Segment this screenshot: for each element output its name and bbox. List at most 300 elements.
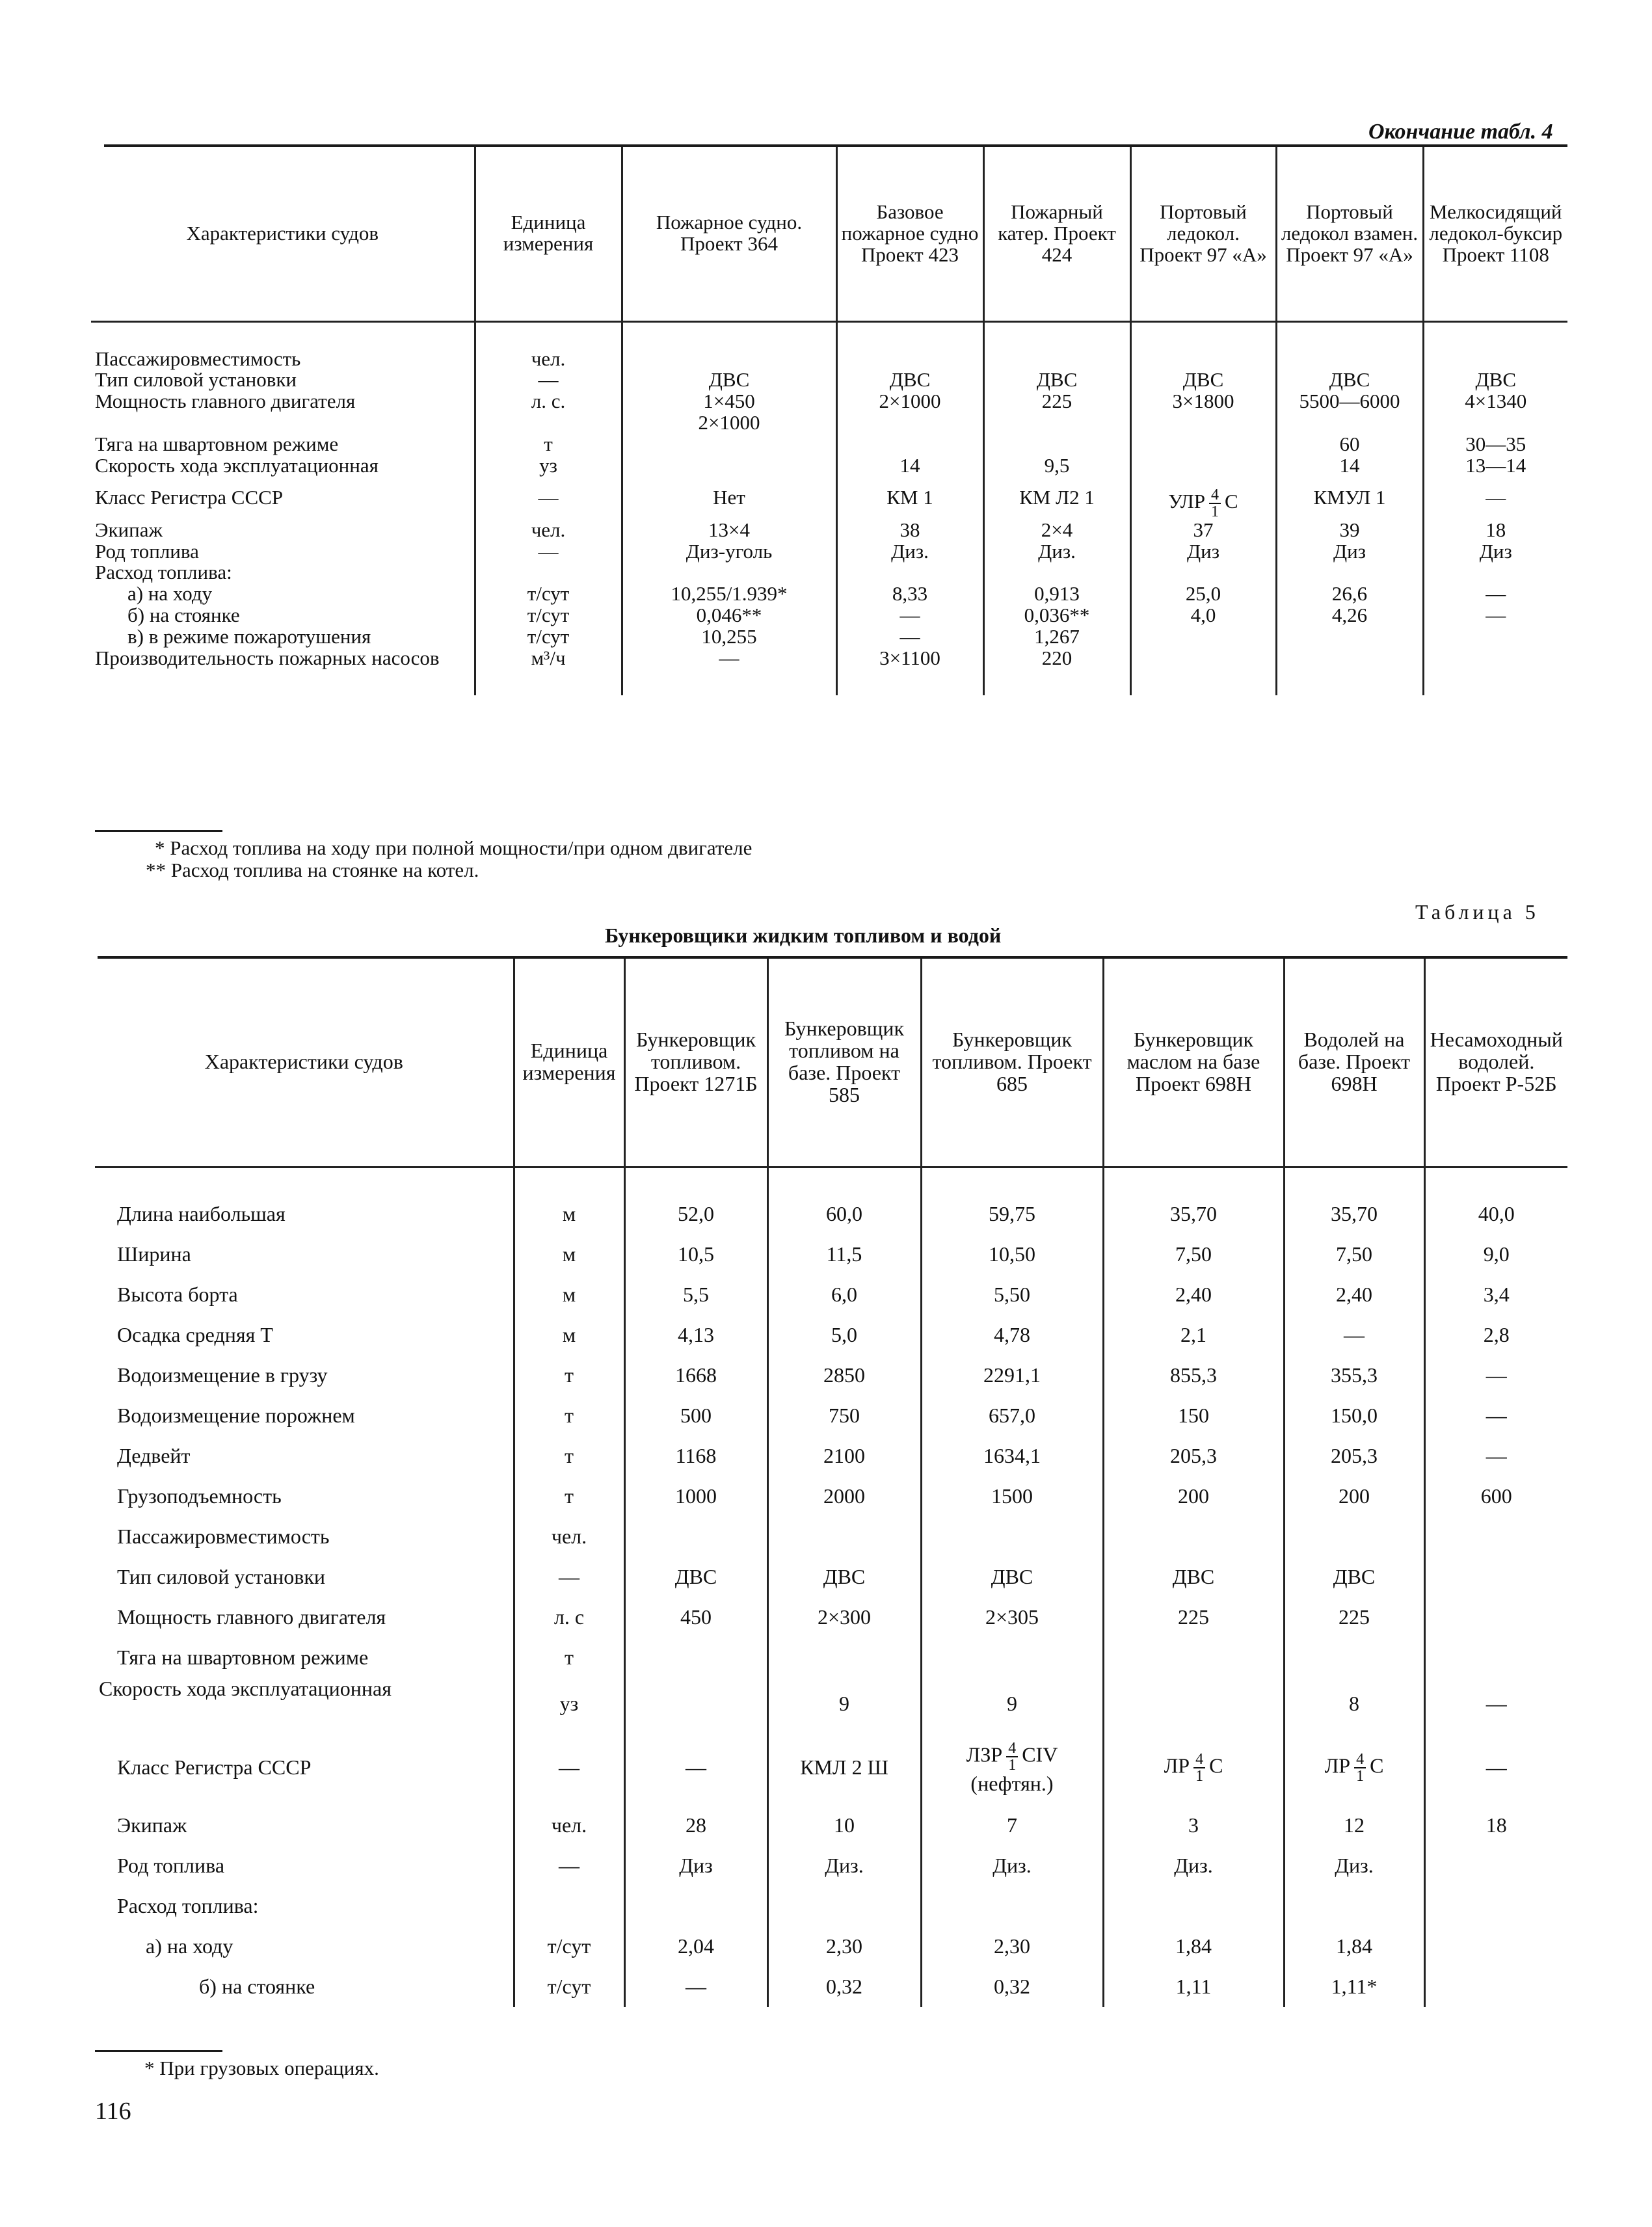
table-cell: ДВС: [624, 1557, 767, 1597]
table-cell: 6,0: [767, 1275, 921, 1315]
table-cell: 3×1100: [836, 648, 983, 669]
table-cell: 2×1000: [836, 391, 983, 434]
table-row: [91, 541, 1567, 563]
row-label: Расход топлива:: [95, 561, 232, 584]
table-row: [95, 1597, 1567, 1638]
table-cell: [1424, 1886, 1567, 1927]
table-cell: [1103, 1638, 1284, 1678]
row-unit: л. с: [514, 1597, 624, 1638]
table-cell: Диз.: [983, 541, 1130, 563]
row-label: а) на ходу: [146, 1934, 233, 1958]
row-label: Высота борта: [117, 1282, 238, 1306]
table-cell: —: [1424, 1396, 1567, 1436]
table-cell: [1130, 648, 1276, 669]
row-unit: уз: [475, 455, 622, 477]
table-cell: 7,50: [1284, 1234, 1424, 1275]
table-cell: 35,70: [1103, 1194, 1284, 1234]
row-label: Дедвейт: [117, 1443, 191, 1467]
table-cell: ДВС: [1423, 369, 1567, 391]
table-cell: 4,0: [1130, 605, 1276, 626]
class-698n-oil-fraction: [1193, 1752, 1205, 1784]
table-cell: 2,30: [921, 1927, 1103, 1967]
row-label: Тяга на швартовном режиме: [117, 1645, 369, 1669]
table-row: [95, 1806, 1567, 1846]
class-698n-water-suffix: С: [1370, 1753, 1384, 1777]
table-cell: [622, 455, 836, 477]
table-cell: 4×1340: [1423, 391, 1567, 434]
table-cell: Диз.: [1284, 1846, 1424, 1886]
table4-header-project-1108: Мелкосидящий ледокол-буксир Проект 1108: [1423, 147, 1567, 321]
table5-header-project-698n-water: Водолей на базе. Проект 698Н: [1284, 959, 1424, 1167]
class-685-suffix: СIV: [1022, 1742, 1058, 1766]
table-cell: [983, 562, 1130, 583]
row-unit: м: [514, 1315, 624, 1355]
table-row: [95, 1557, 1567, 1597]
table-cell: [1276, 669, 1423, 695]
table-cell: [1424, 1967, 1567, 2007]
table4-footnote-2: ** Расход топлива на стоянке на котел.: [146, 859, 479, 881]
table5-footnote: * При грузовых операциях.: [144, 2057, 379, 2079]
table-cell: КМЛ 2 Ш: [767, 1730, 921, 1806]
table-cell: 10: [767, 1806, 921, 1846]
table-cell: —: [1423, 583, 1567, 605]
table-cell: 2×4: [983, 520, 1130, 541]
row-unit: [475, 562, 622, 583]
class-685-fraction: [1006, 1740, 1018, 1773]
table-cell: ДВС: [983, 369, 1130, 391]
row-label: б) на стоянке: [199, 1974, 315, 1998]
table-cell: 1,84: [1103, 1927, 1284, 1967]
row-unit: —: [514, 1730, 624, 1806]
row-unit: т: [514, 1638, 624, 1678]
table-cell: 2000: [767, 1476, 921, 1517]
row-unit: т: [514, 1476, 624, 1517]
table-cell: [1423, 669, 1567, 695]
table-cell: [1284, 1638, 1424, 1678]
table-cell: [1424, 1557, 1567, 1597]
table5-header-rule: [95, 1167, 1567, 1194]
row-label: Класс Регистра СССР: [117, 1755, 312, 1779]
class-698n-water-numerator: 4: [1354, 1752, 1366, 1768]
table-cell: 1000: [624, 1476, 767, 1517]
row-unit: т: [514, 1396, 624, 1436]
table-cell: 8,33: [836, 583, 983, 605]
table-cell: [836, 562, 983, 583]
table-cell: 35,70: [1284, 1194, 1424, 1234]
table-cell: 18: [1423, 520, 1567, 541]
table-row: [91, 520, 1567, 541]
table-row: [95, 1436, 1567, 1476]
table-cell: [1424, 1638, 1567, 1678]
table-cell: —: [624, 1967, 767, 2007]
table-cell: Диз: [1130, 541, 1276, 563]
row-label: Класс Регистра СССР: [95, 485, 284, 509]
table-cell: —: [836, 605, 983, 626]
table-cell: [622, 434, 836, 455]
table-cell: [1423, 648, 1567, 669]
row-label: Мощность главного двигателя: [117, 1605, 386, 1629]
row-unit: м³/ч: [475, 648, 622, 669]
class-685-denominator: 1: [1008, 1756, 1017, 1774]
table-cell: 13×4: [622, 520, 836, 541]
table-row: [95, 1517, 1567, 1557]
row-unit: т/сут: [475, 626, 622, 648]
table-cell: [1284, 1886, 1424, 1927]
table-cell: 150: [1103, 1396, 1284, 1436]
table-cell: Диз: [624, 1846, 767, 1886]
table-cell: [1276, 626, 1423, 648]
row-unit: чел.: [475, 349, 622, 370]
row-unit: —: [475, 541, 622, 563]
table-cell: [836, 669, 983, 695]
table5: [95, 959, 1567, 2007]
table-cell: Диз.: [1103, 1846, 1284, 1886]
table-row: [95, 1967, 1567, 2007]
table-cell: 2×305: [921, 1597, 1103, 1638]
table-cell: 9: [767, 1678, 921, 1730]
table-cell: 10,255: [622, 626, 836, 648]
table-cell: 14: [1276, 455, 1423, 477]
class-698n-water-prefix: ЛР: [1324, 1753, 1351, 1777]
table-cell: 0,32: [921, 1967, 1103, 2007]
row-label: Тип силовой установки: [117, 1564, 325, 1588]
table-cell: 5500—6000: [1276, 391, 1423, 434]
table-cell: 60: [1276, 434, 1423, 455]
row-unit: —: [514, 1846, 624, 1886]
table-cell: —: [1423, 605, 1567, 626]
table-cell: [983, 349, 1130, 370]
table-cell: 200: [1284, 1476, 1424, 1517]
table-cell: 4,13: [624, 1315, 767, 1355]
table4-header-characteristics: Характеристики судов: [186, 221, 379, 245]
table-cell: 2100: [767, 1436, 921, 1476]
table-cell: ДВС: [1103, 1557, 1284, 1597]
table-cell: [1103, 1886, 1284, 1927]
table-cell: [91, 669, 475, 695]
table-row: [95, 1194, 1567, 1234]
table-row: [95, 1396, 1567, 1436]
table-cell: 9,0: [1424, 1234, 1567, 1275]
row-label: Пассажировместимость: [95, 347, 301, 370]
row-unit: т: [514, 1355, 624, 1396]
table-cell: Диз: [1423, 541, 1567, 563]
table-cell: 0,046**: [622, 605, 836, 626]
table-cell: —: [1424, 1355, 1567, 1396]
table-cell: 657,0: [921, 1396, 1103, 1436]
table-cell: 1668: [624, 1355, 767, 1396]
table-cell: 3,4: [1424, 1275, 1567, 1315]
table-cell: 59,75: [921, 1194, 1103, 1234]
row-unit: чел.: [514, 1806, 624, 1846]
table-cell: 1,11: [1103, 1967, 1284, 2007]
table-row: [95, 1355, 1567, 1396]
table-cell: ДВС: [1130, 369, 1276, 391]
class-685-numerator: 4: [1006, 1740, 1018, 1757]
table-cell: 2850: [767, 1355, 921, 1396]
table-cell: [836, 349, 983, 370]
class-698n-water-denominator: 1: [1356, 1767, 1365, 1785]
table-cell: 3×1800: [1130, 391, 1276, 434]
table-cell: 1×450 2×1000: [622, 391, 836, 434]
table5-footnote-rule: [95, 2050, 222, 2052]
table4-header-project-423: Базовое пожарное судно Проект 423: [836, 147, 983, 321]
row-unit: т: [514, 1436, 624, 1476]
row-unit: т/сут: [475, 583, 622, 605]
table-cell: —: [1424, 1436, 1567, 1476]
table-row: [91, 562, 1567, 583]
table-cell: —: [1423, 477, 1567, 520]
row-unit: уз: [514, 1678, 624, 1730]
table4-header-project-364: Пожарное судно. Проект 364: [622, 147, 836, 321]
table-cell: Диз.: [836, 541, 983, 563]
class-685-note: (нефтян.): [970, 1771, 1054, 1795]
ulr-class-denominator: 1: [1211, 503, 1219, 520]
table-cell: 3: [1103, 1806, 1284, 1846]
table5-header-project-585: Бункеровщик топливом на базе. Проект 585: [767, 959, 921, 1167]
table-cell: [622, 349, 836, 370]
row-unit: [514, 1886, 624, 1927]
table-cell: [1103, 1517, 1284, 1557]
class-698n-oil-suffix: С: [1209, 1753, 1223, 1777]
row-unit: —: [514, 1557, 624, 1597]
table-cell: [622, 669, 836, 695]
table-cell: 4,26: [1276, 605, 1423, 626]
table-cell: [1276, 349, 1423, 370]
class-698n-oil-denominator: 1: [1195, 1767, 1204, 1785]
table-cell: 5,50: [921, 1275, 1103, 1315]
table-cell: КМ Л2 1: [983, 477, 1130, 520]
row-unit: чел.: [514, 1517, 624, 1557]
table4-header-project-97a: Портовый ледокол. Проект 97 «А»: [1130, 147, 1276, 321]
table-cell: [1103, 1730, 1284, 1806]
table-cell: ДВС: [622, 369, 836, 391]
row-label: Водоизмещение в грузу: [117, 1363, 328, 1387]
table5-label: Таблица 5: [1415, 900, 1539, 924]
table-cell: [1284, 1517, 1424, 1557]
row-unit: м: [514, 1275, 624, 1315]
table-cell: [1276, 648, 1423, 669]
table-cell: [1130, 349, 1276, 370]
table-cell: [767, 1517, 921, 1557]
table-cell: 1,11*: [1284, 1967, 1424, 2007]
table-cell: 2,1: [1103, 1315, 1284, 1355]
row-label: Тяга на швартовном режиме: [95, 432, 339, 455]
table-cell: [624, 1638, 767, 1678]
row-label: Ширина: [117, 1242, 191, 1266]
table-cell: 355,3: [1284, 1355, 1424, 1396]
table-cell: 7,50: [1103, 1234, 1284, 1275]
table5-title: Бункеровщики жидким топливом и водой: [605, 924, 1002, 947]
table-cell: 4,78: [921, 1315, 1103, 1355]
row-unit: м: [514, 1194, 624, 1234]
table-cell: [921, 1730, 1103, 1806]
table-cell: [1423, 562, 1567, 583]
table-cell: [1424, 1597, 1567, 1638]
table-row: [95, 1886, 1567, 1927]
table-cell: [1423, 626, 1567, 648]
table-row: [95, 1678, 1567, 1730]
table-cell: 0,036**: [983, 605, 1130, 626]
table-cell: 39: [1276, 520, 1423, 541]
row-unit: т: [475, 434, 622, 455]
table-cell: 37: [1130, 520, 1276, 541]
table-cell: [1276, 562, 1423, 583]
table-cell: 26,6: [1276, 583, 1423, 605]
table-row: [95, 1275, 1567, 1315]
table4-header-project-424: Пожарный катер. Проект 424: [983, 147, 1130, 321]
table-cell: [624, 1886, 767, 1927]
table-cell: —: [1424, 1730, 1567, 1806]
table4-header-project-97a-replacement: Портовый ледокол взамен. Проект 97 «А»: [1276, 147, 1423, 321]
table-cell: КМ 1: [836, 477, 983, 520]
row-label: Экипаж: [117, 1813, 187, 1837]
table-cell: —: [622, 648, 836, 669]
table-cell: [1130, 477, 1276, 520]
row-label: Длина наибольшая: [117, 1201, 286, 1225]
table-cell: 9,5: [983, 455, 1130, 477]
table-cell: [983, 434, 1130, 455]
table-row: [95, 1234, 1567, 1275]
table-cell: 40,0: [1424, 1194, 1567, 1234]
table-cell: [1130, 455, 1276, 477]
row-unit: т/сут: [475, 605, 622, 626]
table-cell: Диз-уголь: [622, 541, 836, 563]
table-cell: 11,5: [767, 1234, 921, 1275]
table-cell: [475, 669, 622, 695]
table5-header-unit: Единица измерения: [514, 959, 624, 1167]
table-row: [91, 455, 1567, 477]
table-cell: 2,8: [1424, 1315, 1567, 1355]
class-698n-water-fraction: [1354, 1752, 1366, 1784]
class-698n-oil-numerator: 4: [1193, 1752, 1205, 1768]
table-cell: 1634,1: [921, 1436, 1103, 1476]
table-cell: 855,3: [1103, 1355, 1284, 1396]
table-cell: 28: [624, 1806, 767, 1846]
table-cell: 30—35: [1423, 434, 1567, 455]
table-row: [91, 369, 1567, 391]
table-cell: 2×300: [767, 1597, 921, 1638]
table-cell: [1284, 1730, 1424, 1806]
table-cell: ДВС: [1276, 369, 1423, 391]
table-row: [91, 349, 1567, 370]
table4-end-row: [91, 669, 1567, 695]
table-cell: 1500: [921, 1476, 1103, 1517]
table5-header-characteristics: Характеристики судов: [204, 1050, 403, 1074]
table5-header-project-698n-oil: Бункеровщик маслом на базе Проект 698Н: [1103, 959, 1284, 1167]
row-label: Род топлива: [95, 539, 199, 563]
table-cell: 2,40: [1284, 1275, 1424, 1315]
table-cell: 450: [624, 1597, 767, 1638]
table-cell: 14: [836, 455, 983, 477]
table-cell: [1424, 1927, 1567, 1967]
table-cell: [624, 1517, 767, 1557]
table-cell: ДВС: [836, 369, 983, 391]
table-cell: [921, 1517, 1103, 1557]
table-cell: [1423, 349, 1567, 370]
table-row: [95, 1730, 1567, 1806]
table-row: [91, 626, 1567, 648]
table-cell: 25,0: [1130, 583, 1276, 605]
table-cell: 150,0: [1284, 1396, 1424, 1436]
table-cell: [1130, 626, 1276, 648]
table-row: [91, 648, 1567, 669]
row-unit: чел.: [475, 520, 622, 541]
table-cell: [1424, 1846, 1567, 1886]
table-cell: ДВС: [921, 1557, 1103, 1597]
table-row: [95, 1846, 1567, 1886]
table-cell: 500: [624, 1396, 767, 1436]
row-label: Водоизмещение порожнем: [117, 1403, 355, 1427]
table-cell: 1168: [624, 1436, 767, 1476]
table-cell: [921, 1638, 1103, 1678]
table-cell: —: [624, 1730, 767, 1806]
table-cell: —: [836, 626, 983, 648]
table4: [91, 147, 1567, 695]
table-cell: 52,0: [624, 1194, 767, 1234]
table-cell: 205,3: [1103, 1436, 1284, 1476]
table-row: [91, 434, 1567, 455]
table-cell: 10,5: [624, 1234, 767, 1275]
table4-caption: Окончание табл. 4: [1368, 120, 1553, 144]
table-cell: Диз.: [767, 1846, 921, 1886]
table-cell: 225: [1284, 1597, 1424, 1638]
table-cell: 12: [1284, 1806, 1424, 1846]
class-685-prefix: ЛЗР: [966, 1742, 1003, 1766]
table-cell: [836, 434, 983, 455]
page-number: 116: [95, 2098, 131, 2125]
table4-header-rule: [91, 321, 1567, 349]
table-row: [95, 1476, 1567, 1517]
table-cell: 1,84: [1284, 1927, 1424, 1967]
ulr-class-numerator: 4: [1209, 487, 1221, 504]
row-label: Скорость хода эксплуатационная: [99, 1676, 392, 1700]
table-cell: ДВС: [767, 1557, 921, 1597]
row-label: Расход топлива:: [117, 1893, 259, 1917]
table-cell: 200: [1103, 1476, 1284, 1517]
table-cell: 9: [921, 1678, 1103, 1730]
row-unit: л. с.: [475, 391, 622, 434]
ulr-class-suffix: С: [1225, 489, 1238, 513]
row-label: а) на ходу: [127, 582, 213, 606]
table-cell: 7: [921, 1806, 1103, 1846]
class-698n-oil-prefix: ЛР: [1164, 1753, 1190, 1777]
table-cell: [624, 1678, 767, 1730]
table-cell: 750: [767, 1396, 921, 1436]
table-cell: 600: [1424, 1476, 1567, 1517]
table-cell: КМУЛ 1: [1276, 477, 1423, 520]
table-cell: [767, 1886, 921, 1927]
table-cell: 60,0: [767, 1194, 921, 1234]
table-cell: [1130, 562, 1276, 583]
table-cell: [767, 1638, 921, 1678]
row-label: Мощность главного двигателя: [95, 390, 356, 413]
table-cell: 0,32: [767, 1967, 921, 2007]
table-cell: [1130, 434, 1276, 455]
row-unit: т/сут: [514, 1927, 624, 1967]
table-cell: 10,255/1.939*: [622, 583, 836, 605]
row-label: Пассажировместимость: [117, 1524, 330, 1548]
table-cell: Нет: [622, 477, 836, 520]
table4-header-unit: Единица измерения: [475, 147, 622, 321]
row-unit: —: [475, 477, 622, 520]
table-cell: 5,0: [767, 1315, 921, 1355]
ulr-class-fraction: [1209, 487, 1221, 520]
table-cell: 18: [1424, 1806, 1567, 1846]
table-cell: —: [1424, 1678, 1567, 1730]
table-cell: 13—14: [1423, 455, 1567, 477]
table-cell: 8: [1284, 1678, 1424, 1730]
table5-header-project-r52b: Несамоходный водолей. Проект Р-52Б: [1424, 959, 1567, 1167]
